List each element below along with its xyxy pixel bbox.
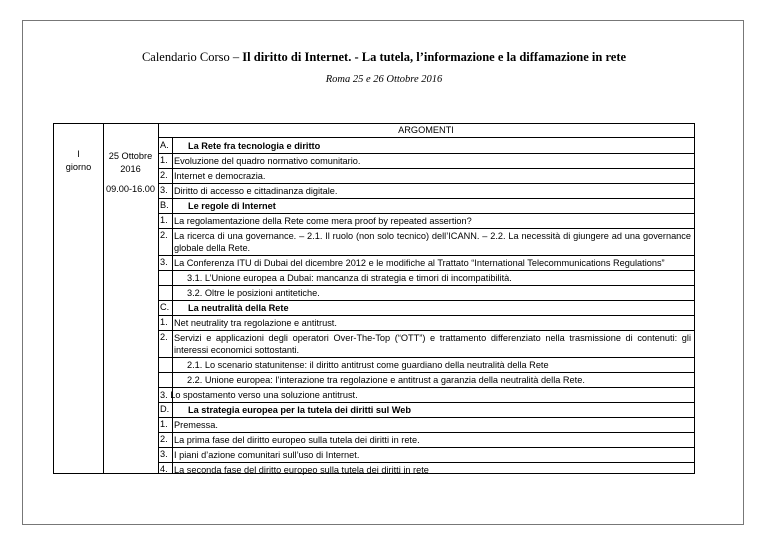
row-divider <box>158 213 694 214</box>
row-divider <box>158 300 694 301</box>
section-heading: La strategia europea per la tutela dei diritti sul Web <box>188 405 411 415</box>
column-header-argomenti: ARGOMENTI <box>398 125 454 135</box>
row-marker: B. <box>160 200 169 210</box>
row-text: Premessa. <box>174 420 218 430</box>
section-heading: La Rete fra tecnologia e diritto <box>188 141 321 151</box>
row-divider <box>158 387 694 388</box>
row-divider <box>158 285 694 286</box>
row-divider <box>158 417 694 418</box>
row-marker: C. <box>160 302 170 312</box>
row-marker: D. <box>160 404 170 414</box>
row-text: 3.1. L’Unione europea a Dubai: mancanza di strategia e timori di incompatibilità. <box>187 273 512 283</box>
row-divider <box>158 447 694 448</box>
row-marker: 2. <box>160 230 168 240</box>
document-title <box>0 50 768 65</box>
row-marker: 1. <box>160 215 168 225</box>
row-divider <box>158 270 694 271</box>
row-divider <box>158 402 694 403</box>
title-prefix: Calendario Corso – <box>141 50 243 64</box>
row-marker: 1. <box>160 317 168 327</box>
row-marker: 3. <box>160 185 168 195</box>
row-text: Net neutrality tra regolazione e antitrust. <box>174 318 337 328</box>
schedule-table <box>53 123 695 474</box>
row-marker: 4. <box>160 464 168 474</box>
day-cell <box>54 148 103 174</box>
column-divider <box>103 124 104 473</box>
row-divider <box>158 462 694 463</box>
row-text: 3. Lo spostamento verso una soluzione antitrust. <box>160 390 358 400</box>
marker-divider <box>172 138 173 473</box>
row-text: I piani d’azione comunitari sull’uso di Internet. <box>174 450 360 460</box>
row-divider <box>158 198 694 199</box>
row-divider <box>158 255 694 256</box>
row-text: Servizi e applicazioni degli operatori Over-The-Top (“OTT”) e trattamento differenziato nella trasmissione di contenuti: gli interessi economici sottostanti. <box>174 333 691 355</box>
section-heading: La neutralità della Rete <box>188 303 289 313</box>
row-marker: A. <box>160 140 169 150</box>
row-text: La seconda fase del diritto europeo sulla tutela dei diritti in rete <box>174 465 429 475</box>
row-text: 3.2. Oltre le posizioni antitetiche. <box>187 288 320 298</box>
row-marker: 2. <box>160 332 168 342</box>
row-text: 2.1. Lo scenario statunitense: il diritto antitrust come guardiano della neutralità della Rete <box>187 360 549 370</box>
document-subtitle: Roma 25 e 26 Ottobre 2016 <box>325 74 443 85</box>
column-divider <box>158 124 159 473</box>
header-divider <box>158 137 694 138</box>
row-marker: 1. <box>160 155 168 165</box>
row-divider <box>158 168 694 169</box>
date-year: 2016 <box>120 164 141 174</box>
row-divider <box>158 357 694 358</box>
row-divider <box>158 315 694 316</box>
date-line: 25 Ottobre <box>108 151 153 161</box>
day-label: giorno <box>65 162 92 172</box>
row-divider <box>158 153 694 154</box>
row-divider <box>158 432 694 433</box>
time-cell: 09.00-16.00 <box>105 184 156 194</box>
row-text: La Conferenza ITU di Dubai del dicembre 2012 e le modifiche al Trattato “International Telecommunications Regulations” <box>174 258 665 268</box>
day-number: I <box>77 149 80 159</box>
row-text: Diritto di accesso e cittadinanza digitale. <box>174 186 338 196</box>
title-main: Il diritto di Internet. - La tutela, l’informazione e la diffamazione in rete <box>242 50 627 64</box>
section-heading: Le regole di Internet <box>188 201 276 211</box>
row-text: La ricerca di una governance. – 2.1. Il ruolo (non solo tecnico) dell’ICANN. – 2.2. La necessità di giungere ad una governance globale della Rete. <box>174 231 691 253</box>
row-marker: 1. <box>160 419 168 429</box>
row-divider <box>158 183 694 184</box>
row-marker: 2. <box>160 170 168 180</box>
row-divider <box>158 372 694 373</box>
row-divider <box>158 228 694 229</box>
row-text: Evoluzione del quadro normativo comunitario. <box>174 156 361 166</box>
row-marker: 2. <box>160 434 168 444</box>
row-text: Internet e democrazia. <box>174 171 266 181</box>
date-cell <box>103 150 158 176</box>
row-text: 2.2. Unione europea: l’interazione tra regolazione e antitrust a garanzia della neutralità della Rete. <box>187 375 585 385</box>
row-marker: 3. <box>160 257 168 267</box>
row-text: La regolamentazione della Rete come mera proof by repeated assertion? <box>174 216 472 226</box>
row-divider <box>158 330 694 331</box>
row-text: La prima fase del diritto europeo sulla tutela dei diritti in rete. <box>174 435 420 445</box>
row-marker: 3. <box>160 449 168 459</box>
